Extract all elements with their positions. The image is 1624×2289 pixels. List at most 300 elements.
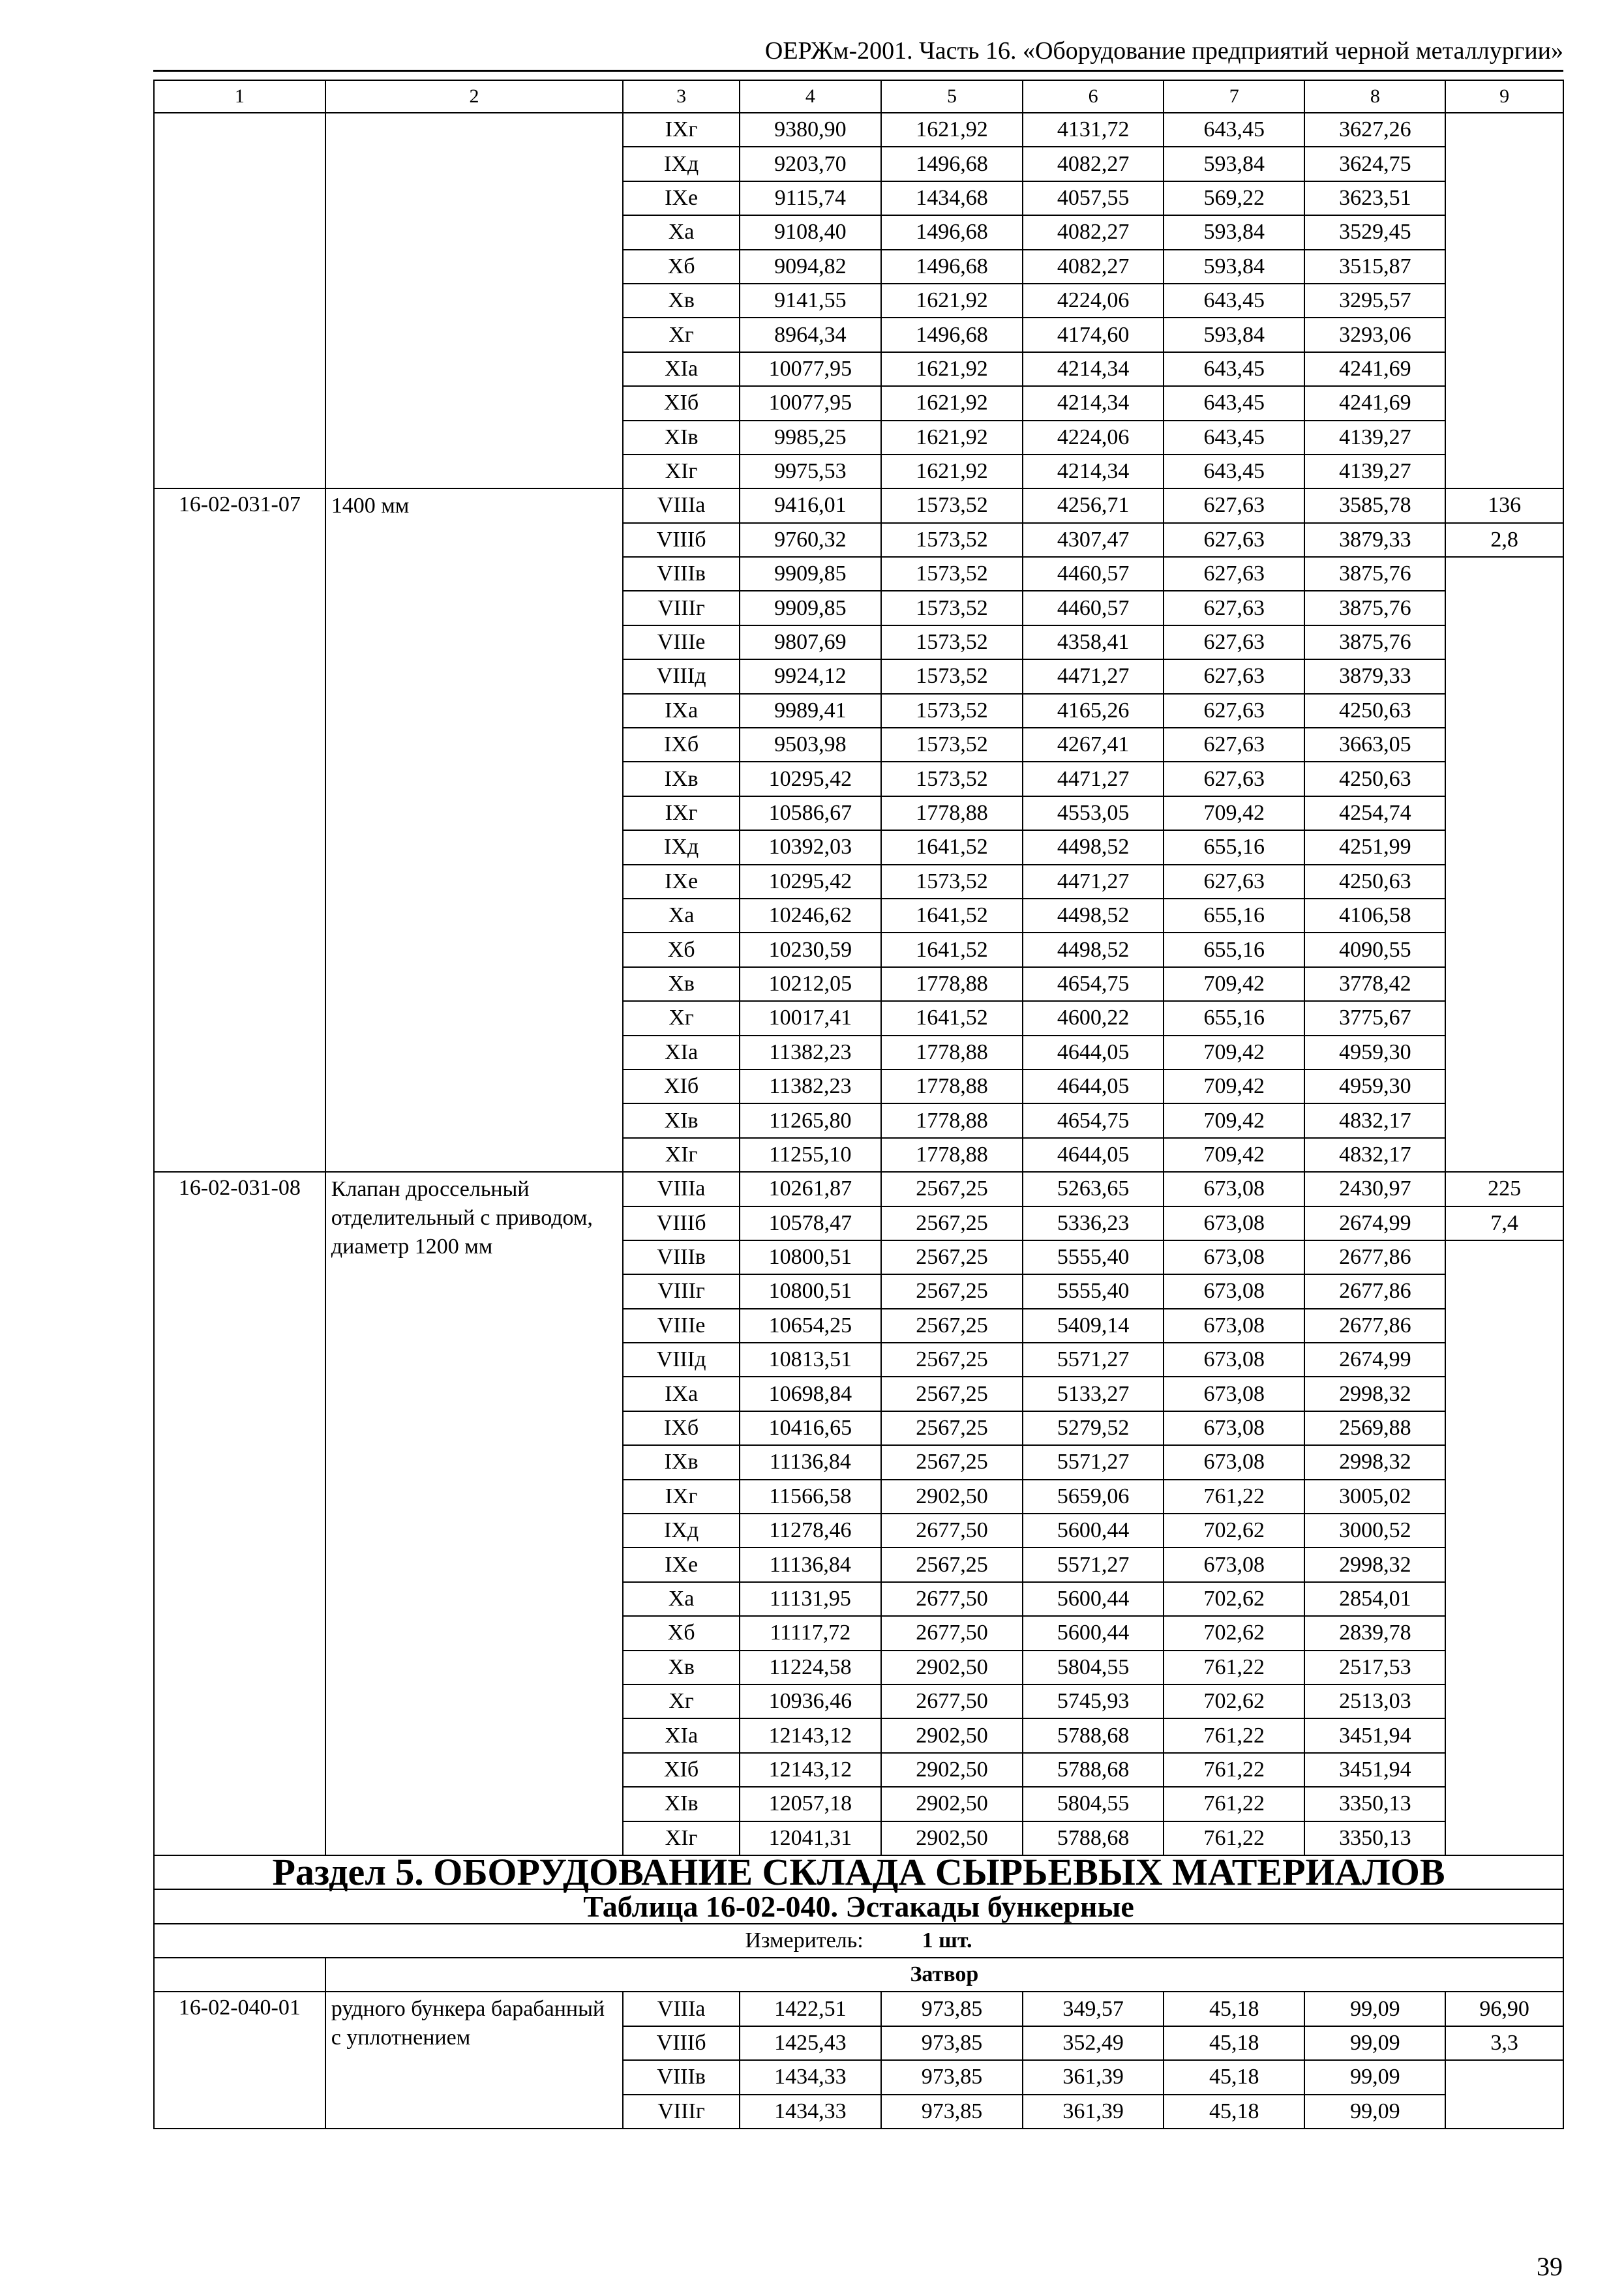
- value-cell: 2567,25: [881, 1377, 1023, 1411]
- value-cell: 2677,86: [1304, 1274, 1445, 1308]
- value-cell: 11255,10: [740, 1138, 881, 1172]
- value-cell: 3627,26: [1304, 113, 1445, 147]
- value-cell: 2567,25: [881, 1172, 1023, 1206]
- value-cell: 10295,42: [740, 865, 881, 899]
- value-cell: 1573,52: [881, 694, 1023, 728]
- value-cell: 2998,32: [1304, 1445, 1445, 1479]
- value-cell: 4267,41: [1023, 728, 1164, 762]
- value-cell: 2902,50: [881, 1821, 1023, 1855]
- value-cell: 3775,67: [1304, 1001, 1445, 1035]
- value-cell: 3529,45: [1304, 215, 1445, 249]
- value-cell: 4174,60: [1023, 318, 1164, 352]
- value-cell: 10392,03: [740, 830, 881, 864]
- value-cell: 4214,34: [1023, 352, 1164, 386]
- value-cell: 2902,50: [881, 1787, 1023, 1821]
- value-cell: 1573,52: [881, 762, 1023, 796]
- value-cell: 1496,68: [881, 147, 1023, 181]
- region-cell: IXа: [623, 1377, 740, 1411]
- column-number: 3: [623, 80, 740, 113]
- value-cell: 1573,52: [881, 488, 1023, 522]
- value-cell: 673,08: [1164, 1274, 1304, 1308]
- value-cell: 1778,88: [881, 1103, 1023, 1137]
- region-cell: Xг: [623, 1684, 740, 1718]
- value-cell: 11382,23: [740, 1036, 881, 1070]
- value-cell: 593,84: [1164, 250, 1304, 284]
- value-cell: 10246,62: [740, 899, 881, 933]
- value-cell: 9115,74: [740, 181, 881, 215]
- value-cell: 2567,25: [881, 1445, 1023, 1479]
- region-cell: VIIIг: [623, 1274, 740, 1308]
- region-cell: IXг: [623, 113, 740, 147]
- value-cell: 8964,34: [740, 318, 881, 352]
- mass-cell: 136: [1445, 488, 1563, 522]
- column-number: 2: [325, 80, 624, 113]
- value-cell: 627,63: [1164, 557, 1304, 591]
- column-number: 9: [1445, 80, 1563, 113]
- value-cell: 3663,05: [1304, 728, 1445, 762]
- value-cell: 2902,50: [881, 1718, 1023, 1752]
- value-cell: 4498,52: [1023, 899, 1164, 933]
- value-cell: 5804,55: [1023, 1651, 1164, 1684]
- value-cell: 655,16: [1164, 933, 1304, 966]
- value-cell: 3778,42: [1304, 967, 1445, 1001]
- region-cell: Xг: [623, 318, 740, 352]
- code-cell: 16-02-031-08: [154, 1172, 325, 1855]
- value-cell: 593,84: [1164, 147, 1304, 181]
- region-cell: IXв: [623, 1445, 740, 1479]
- value-cell: 4224,06: [1023, 284, 1164, 318]
- column-number: 7: [1164, 80, 1304, 113]
- value-cell: 709,42: [1164, 967, 1304, 1001]
- value-cell: 5788,68: [1023, 1718, 1164, 1752]
- value-cell: 1778,88: [881, 1070, 1023, 1103]
- name-cell: рудного бункера барабанный с уплотнением: [325, 1992, 624, 2129]
- value-cell: 1778,88: [881, 1138, 1023, 1172]
- value-cell: 4251,99: [1304, 830, 1445, 864]
- section-row: [154, 1855, 1563, 1889]
- page-number: 39: [1537, 2252, 1563, 2281]
- value-cell: 361,39: [1023, 2095, 1164, 2129]
- value-cell: 4644,05: [1023, 1070, 1164, 1103]
- value-cell: 1496,68: [881, 215, 1023, 249]
- value-cell: 4214,34: [1023, 386, 1164, 420]
- region-cell: VIIIд: [623, 1343, 740, 1377]
- value-cell: 2677,86: [1304, 1309, 1445, 1343]
- value-cell: 673,08: [1164, 1172, 1304, 1206]
- value-cell: 1778,88: [881, 967, 1023, 1001]
- value-cell: 5804,55: [1023, 1787, 1164, 1821]
- value-cell: 10077,95: [740, 352, 881, 386]
- value-cell: 4090,55: [1304, 933, 1445, 966]
- region-cell: XIв: [623, 421, 740, 455]
- value-cell: 4654,75: [1023, 967, 1164, 1001]
- value-cell: 709,42: [1164, 1036, 1304, 1070]
- value-cell: 3350,13: [1304, 1787, 1445, 1821]
- value-cell: 9985,25: [740, 421, 881, 455]
- value-cell: 2567,25: [881, 1274, 1023, 1308]
- region-cell: XIв: [623, 1787, 740, 1821]
- region-cell: XIв: [623, 1103, 740, 1137]
- value-cell: 643,45: [1164, 284, 1304, 318]
- measure-value: 1 шт.: [922, 1928, 972, 1952]
- column-number: 1: [154, 80, 325, 113]
- section-title: Раздел 5. ОБОРУДОВАНИЕ СКЛАДА СЫРЬЕВЫХ МАТЕРИАЛОВ: [154, 1855, 1563, 1889]
- value-cell: 1641,52: [881, 1001, 1023, 1035]
- region-cell: XIг: [623, 455, 740, 488]
- value-cell: 4832,17: [1304, 1103, 1445, 1137]
- value-cell: 4256,71: [1023, 488, 1164, 522]
- region-cell: Xв: [623, 284, 740, 318]
- column-number: 4: [740, 80, 881, 113]
- region-cell: XIг: [623, 1821, 740, 1855]
- labor-cell: 2,8: [1445, 523, 1563, 557]
- mass-cell: 225: [1445, 1172, 1563, 1206]
- column-number: 5: [881, 80, 1023, 113]
- value-cell: 4471,27: [1023, 865, 1164, 899]
- value-cell: 709,42: [1164, 1070, 1304, 1103]
- value-cell: 702,62: [1164, 1616, 1304, 1650]
- value-cell: 3623,51: [1304, 181, 1445, 215]
- value-cell: 10212,05: [740, 967, 881, 1001]
- table-title-row: [154, 1889, 1563, 1923]
- measure-label: Измеритель:: [745, 1928, 864, 1952]
- value-cell: 45,18: [1164, 1992, 1304, 2026]
- region-cell: IXе: [623, 1548, 740, 1581]
- col9-cell-empty: [1445, 2060, 1563, 2129]
- code-cell: 16-02-040-01: [154, 1992, 325, 2129]
- region-cell: IXд: [623, 830, 740, 864]
- value-cell: 761,22: [1164, 1753, 1304, 1787]
- col9-cell-empty: [1445, 113, 1563, 488]
- table-row: [154, 1992, 1563, 2026]
- subheading-code-empty: [154, 1958, 325, 1992]
- region-cell: VIIIа: [623, 1172, 740, 1206]
- value-cell: 4254,74: [1304, 796, 1445, 830]
- value-cell: 643,45: [1164, 421, 1304, 455]
- value-cell: 627,63: [1164, 523, 1304, 557]
- region-cell: IXа: [623, 694, 740, 728]
- region-cell: XIа: [623, 1036, 740, 1070]
- value-cell: 9909,85: [740, 557, 881, 591]
- region-cell: VIIIв: [623, 557, 740, 591]
- region-cell: VIIIг: [623, 591, 740, 625]
- value-cell: 1573,52: [881, 591, 1023, 625]
- code-cell: 16-02-031-07: [154, 488, 325, 1172]
- value-cell: 2567,25: [881, 1411, 1023, 1445]
- value-cell: 11278,46: [740, 1514, 881, 1548]
- value-cell: 4644,05: [1023, 1036, 1164, 1070]
- value-cell: 4250,63: [1304, 762, 1445, 796]
- value-cell: 1621,92: [881, 284, 1023, 318]
- value-cell: 2567,25: [881, 1240, 1023, 1274]
- value-cell: 569,22: [1164, 181, 1304, 215]
- value-cell: 702,62: [1164, 1514, 1304, 1548]
- value-cell: 45,18: [1164, 2060, 1304, 2094]
- value-cell: 2517,53: [1304, 1651, 1445, 1684]
- value-cell: 4106,58: [1304, 899, 1445, 933]
- value-cell: 702,62: [1164, 1684, 1304, 1718]
- column-number: 8: [1304, 80, 1445, 113]
- region-cell: XIа: [623, 1718, 740, 1752]
- value-cell: 5571,27: [1023, 1343, 1164, 1377]
- region-cell: VIIIв: [623, 1240, 740, 1274]
- value-cell: 627,63: [1164, 488, 1304, 522]
- region-cell: Xб: [623, 1616, 740, 1650]
- value-cell: 9760,32: [740, 523, 881, 557]
- value-cell: 2677,50: [881, 1684, 1023, 1718]
- value-cell: 11117,72: [740, 1616, 881, 1650]
- region-cell: IXд: [623, 147, 740, 181]
- value-cell: 12041,31: [740, 1821, 881, 1855]
- value-cell: 4250,63: [1304, 694, 1445, 728]
- region-cell: IXг: [623, 1480, 740, 1514]
- region-cell: VIIIв: [623, 2060, 740, 2094]
- value-cell: 361,39: [1023, 2060, 1164, 2094]
- value-cell: 5788,68: [1023, 1821, 1164, 1855]
- region-cell: Xа: [623, 899, 740, 933]
- value-cell: 2674,99: [1304, 1343, 1445, 1377]
- value-cell: 973,85: [881, 1992, 1023, 2026]
- name-cell: Клапан дроссельный отделительный с приводом, диаметр 1200 мм: [325, 1172, 624, 1855]
- value-cell: 1621,92: [881, 455, 1023, 488]
- region-cell: VIIIе: [623, 1309, 740, 1343]
- value-cell: 627,63: [1164, 694, 1304, 728]
- value-cell: 4959,30: [1304, 1070, 1445, 1103]
- value-cell: 673,08: [1164, 1445, 1304, 1479]
- value-cell: 5555,40: [1023, 1240, 1164, 1274]
- value-cell: 643,45: [1164, 455, 1304, 488]
- value-cell: 4832,17: [1304, 1138, 1445, 1172]
- value-cell: 2998,32: [1304, 1548, 1445, 1581]
- value-cell: 2677,86: [1304, 1240, 1445, 1274]
- value-cell: 3624,75: [1304, 147, 1445, 181]
- value-cell: 973,85: [881, 2095, 1023, 2129]
- value-cell: 1434,33: [740, 2095, 881, 2129]
- value-cell: 4082,27: [1023, 250, 1164, 284]
- name-cell-empty: [325, 113, 624, 488]
- value-cell: 12143,12: [740, 1753, 881, 1787]
- value-cell: 11131,95: [740, 1582, 881, 1616]
- region-cell: VIIIб: [623, 1206, 740, 1240]
- value-cell: 5571,27: [1023, 1445, 1164, 1479]
- region-cell: Xг: [623, 1001, 740, 1035]
- value-cell: 4139,27: [1304, 421, 1445, 455]
- value-cell: 2677,50: [881, 1616, 1023, 1650]
- value-cell: 9807,69: [740, 625, 881, 659]
- region-cell: Xб: [623, 933, 740, 966]
- value-cell: 1621,92: [881, 113, 1023, 147]
- value-cell: 627,63: [1164, 659, 1304, 693]
- value-cell: 673,08: [1164, 1343, 1304, 1377]
- value-cell: 4214,34: [1023, 455, 1164, 488]
- table-row: [154, 1172, 1563, 1206]
- value-cell: 10654,25: [740, 1309, 881, 1343]
- value-cell: 9416,01: [740, 488, 881, 522]
- value-cell: 1434,33: [740, 2060, 881, 2094]
- region-cell: IXд: [623, 1514, 740, 1548]
- value-cell: 10077,95: [740, 386, 881, 420]
- value-cell: 4250,63: [1304, 865, 1445, 899]
- value-cell: 1641,52: [881, 830, 1023, 864]
- value-cell: 5263,65: [1023, 1172, 1164, 1206]
- value-cell: 10416,65: [740, 1411, 881, 1445]
- region-cell: VIIIа: [623, 1992, 740, 2026]
- value-cell: 5600,44: [1023, 1514, 1164, 1548]
- value-cell: 973,85: [881, 2060, 1023, 2094]
- value-cell: 12143,12: [740, 1718, 881, 1752]
- value-cell: 2569,88: [1304, 1411, 1445, 1445]
- value-cell: 673,08: [1164, 1240, 1304, 1274]
- value-cell: 4057,55: [1023, 181, 1164, 215]
- value-cell: 99,09: [1304, 2060, 1445, 2094]
- value-cell: 673,08: [1164, 1377, 1304, 1411]
- value-cell: 2677,50: [881, 1514, 1023, 1548]
- value-cell: 2567,25: [881, 1309, 1023, 1343]
- region-cell: VIIIд: [623, 659, 740, 693]
- value-cell: 10261,87: [740, 1172, 881, 1206]
- value-cell: 4471,27: [1023, 762, 1164, 796]
- value-cell: 673,08: [1164, 1548, 1304, 1581]
- value-cell: 3875,76: [1304, 625, 1445, 659]
- value-cell: 11224,58: [740, 1651, 881, 1684]
- value-cell: 45,18: [1164, 2095, 1304, 2129]
- value-cell: 655,16: [1164, 1001, 1304, 1035]
- value-cell: 593,84: [1164, 215, 1304, 249]
- value-cell: 4471,27: [1023, 659, 1164, 693]
- value-cell: 10586,67: [740, 796, 881, 830]
- labor-cell: 3,3: [1445, 2026, 1563, 2060]
- region-cell: VIIIб: [623, 2026, 740, 2060]
- value-cell: 1621,92: [881, 386, 1023, 420]
- value-cell: 1434,68: [881, 181, 1023, 215]
- value-cell: 2902,50: [881, 1480, 1023, 1514]
- value-cell: 1422,51: [740, 1992, 881, 2026]
- region-cell: Xа: [623, 215, 740, 249]
- value-cell: 5279,52: [1023, 1411, 1164, 1445]
- value-cell: 45,18: [1164, 2026, 1304, 2060]
- value-cell: 1496,68: [881, 318, 1023, 352]
- value-cell: 1621,92: [881, 352, 1023, 386]
- value-cell: 10230,59: [740, 933, 881, 966]
- value-cell: 2677,50: [881, 1582, 1023, 1616]
- value-cell: 5555,40: [1023, 1274, 1164, 1308]
- value-cell: 4224,06: [1023, 421, 1164, 455]
- region-cell: XIб: [623, 1070, 740, 1103]
- column-number: 6: [1023, 80, 1164, 113]
- value-cell: 5600,44: [1023, 1616, 1164, 1650]
- value-cell: 2902,50: [881, 1753, 1023, 1787]
- value-cell: 1573,52: [881, 659, 1023, 693]
- value-cell: 3879,33: [1304, 659, 1445, 693]
- subheading-row: [154, 1958, 1563, 1992]
- value-cell: 655,16: [1164, 830, 1304, 864]
- value-cell: 349,57: [1023, 1992, 1164, 2026]
- value-cell: 4498,52: [1023, 830, 1164, 864]
- value-cell: 4307,47: [1023, 523, 1164, 557]
- value-cell: 4959,30: [1304, 1036, 1445, 1070]
- value-cell: 9108,40: [740, 215, 881, 249]
- value-cell: 4131,72: [1023, 113, 1164, 147]
- col9-cell-empty: [1445, 557, 1563, 1172]
- value-cell: 3515,87: [1304, 250, 1445, 284]
- value-cell: 12057,18: [740, 1787, 881, 1821]
- value-cell: 5600,44: [1023, 1582, 1164, 1616]
- measure-cell: [154, 1924, 1563, 1958]
- region-cell: XIг: [623, 1138, 740, 1172]
- table-row: [154, 113, 1563, 147]
- region-cell: IXб: [623, 1411, 740, 1445]
- region-cell: IXе: [623, 865, 740, 899]
- value-cell: 9924,12: [740, 659, 881, 693]
- value-cell: 2567,25: [881, 1206, 1023, 1240]
- rates-table: [153, 80, 1564, 2129]
- region-cell: VIIIб: [623, 523, 740, 557]
- value-cell: 11136,84: [740, 1548, 881, 1581]
- value-cell: 4498,52: [1023, 933, 1164, 966]
- value-cell: 1778,88: [881, 1036, 1023, 1070]
- value-cell: 3293,06: [1304, 318, 1445, 352]
- region-cell: XIа: [623, 352, 740, 386]
- region-cell: IXб: [623, 728, 740, 762]
- value-cell: 1641,52: [881, 899, 1023, 933]
- value-cell: 99,09: [1304, 2095, 1445, 2129]
- value-cell: 2567,25: [881, 1343, 1023, 1377]
- value-cell: 9141,55: [740, 284, 881, 318]
- value-cell: 3875,76: [1304, 557, 1445, 591]
- region-cell: XIб: [623, 386, 740, 420]
- region-cell: Xа: [623, 1582, 740, 1616]
- value-cell: 352,49: [1023, 2026, 1164, 2060]
- region-cell: Xб: [623, 250, 740, 284]
- value-cell: 643,45: [1164, 113, 1304, 147]
- value-cell: 2567,25: [881, 1548, 1023, 1581]
- value-cell: 5133,27: [1023, 1377, 1164, 1411]
- measure-row: [154, 1924, 1563, 1958]
- value-cell: 627,63: [1164, 762, 1304, 796]
- value-cell: 11265,80: [740, 1103, 881, 1137]
- value-cell: 673,08: [1164, 1411, 1304, 1445]
- value-cell: 2430,97: [1304, 1172, 1445, 1206]
- value-cell: 9909,85: [740, 591, 881, 625]
- region-cell: IXв: [623, 762, 740, 796]
- value-cell: 2513,03: [1304, 1684, 1445, 1718]
- value-cell: 673,08: [1164, 1206, 1304, 1240]
- region-cell: IXг: [623, 796, 740, 830]
- value-cell: 3875,76: [1304, 591, 1445, 625]
- col9-cell-empty: [1445, 1240, 1563, 1855]
- value-cell: 3451,94: [1304, 1753, 1445, 1787]
- value-cell: 3451,94: [1304, 1718, 1445, 1752]
- running-header: ОЕРЖм-2001. Часть 16. «Оборудование предприятий черной металлургии»: [764, 37, 1563, 65]
- region-cell: VIIIг: [623, 2095, 740, 2129]
- region-cell: Xв: [623, 1651, 740, 1684]
- value-cell: 1641,52: [881, 933, 1023, 966]
- value-cell: 10800,51: [740, 1240, 881, 1274]
- value-cell: 5659,06: [1023, 1480, 1164, 1514]
- value-cell: 655,16: [1164, 899, 1304, 933]
- value-cell: 10698,84: [740, 1377, 881, 1411]
- region-cell: IXе: [623, 181, 740, 215]
- value-cell: 973,85: [881, 2026, 1023, 2060]
- value-cell: 761,22: [1164, 1651, 1304, 1684]
- region-cell: VIIIа: [623, 488, 740, 522]
- value-cell: 643,45: [1164, 386, 1304, 420]
- value-cell: 9975,53: [740, 455, 881, 488]
- value-cell: 1425,43: [740, 2026, 881, 2060]
- mass-cell: 96,90: [1445, 1992, 1563, 2026]
- value-cell: 709,42: [1164, 1103, 1304, 1137]
- labor-cell: 7,4: [1445, 1206, 1563, 1240]
